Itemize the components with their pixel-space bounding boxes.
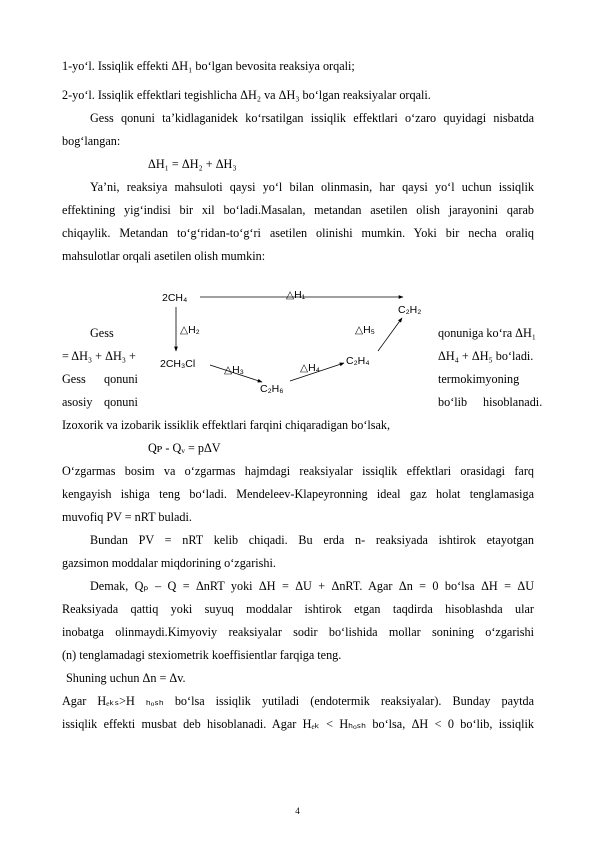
wrapped-left-3a: Gess	[62, 372, 86, 386]
text-line-relation: bogʻlangan:	[62, 134, 121, 148]
wrapped-right-3: termokimyoning	[438, 372, 520, 386]
text-line-hess-intro: Gess qonuni taʼkidlaganidek koʻrsatilgan issiqlik effektlari oʻzaro quyidagi nisbatda	[90, 111, 534, 125]
wrapped-right-1: qonuniga koʻra ΔH₁	[438, 326, 537, 340]
label-c2h6: C₂H₆	[260, 383, 284, 395]
label-dh5: △H₅	[355, 324, 375, 336]
wrapped-left-3b: qonuni	[104, 372, 138, 386]
wrapped-right-4a: boʻlib	[438, 395, 468, 409]
wrapped-left-4a: asosiy	[62, 395, 93, 409]
label-2ch4: 2CH₄	[162, 292, 188, 304]
label-dh4: △H₄	[300, 362, 320, 374]
arrow-c2h4-to-c2h2	[378, 318, 402, 351]
label-dh1: △H₁	[286, 289, 306, 301]
reaction-scheme-diagram	[150, 285, 440, 400]
label-dh3: △H₃	[224, 364, 244, 376]
wrapped-right-2: ΔH₄ + ΔH₅ boʻladi.	[438, 349, 534, 363]
wrapped-left-4b: qonuni	[104, 395, 138, 409]
label-dh2: △H₂	[180, 324, 200, 336]
text-line-paragraph-13: Agar Hₑₖₛ>H ₕₒₛₕ boʻlsa issiqlik yutiladi (endotermik reaksiyalar). Bunday paytda	[62, 694, 534, 708]
text-line-paragraph-7: muvofiq PV = nRT buladi.	[62, 510, 192, 524]
text-line-demak: Demak, Qₚ – Q = ΔnRT yoki ΔH = ΔU + ΔnRT. Agar Δn = 0 boʻlsa ΔH = ΔU	[90, 579, 534, 593]
text-line-paragraph-14: issiqlik effekti musbat deb hisoblanadi. Agar Hₑₖ < Hₕₒₛₕ boʻlsa, ΔH < 0 boʻlib, issiqlik	[62, 717, 534, 731]
text-line-paragraph-8: Bundan PV = nRT kelib chiqadi. Bu erda n- reaksiyada ishtirok etayotgan	[90, 533, 534, 547]
label-c2h4: C₂H₄	[346, 355, 370, 367]
text-line-path-2: 2-yoʻl. Issiqlik effektlari tegishlicha ΔH₂ va ΔH₃ boʻlgan reaksiyalar orqali.	[62, 88, 431, 102]
wrapped-right-4b: hisoblanadi.	[483, 395, 543, 409]
wrapped-left-2: = ΔH₃ + ΔH₃ +	[62, 349, 136, 363]
text-line-paragraph-6: kengayish ishiga teng boʻladi. Mendeleev-Klapeyronning ideal gaz holat tenglamasiga	[62, 487, 534, 501]
equation-hess: ΔH₁ = ΔH₂ + ΔH₃	[148, 157, 237, 171]
label-c2h2: C₂H₂	[398, 304, 422, 316]
text-line-paragraph-5: Oʻzgarmas bosim va oʻzgarmas hajmdagi reaksiyalar issiqlik effektlari orasidagi farq	[62, 464, 534, 478]
text-line-delta-n: Shuning uchun Δn = Δv.	[66, 671, 186, 685]
label-2ch3cl: 2CH₃Cl	[160, 358, 196, 370]
text-line-paragraph-1: Yaʼni, reaksiya mahsuloti qaysi yoʻl bilan olinmasin, har qaysi yoʻl uchun issiqlik	[90, 180, 534, 194]
text-line-isochoric: Izoxorik va izobarik issiklik effektlari farqini chiqaradigan boʻlsak,	[62, 418, 391, 432]
text-line-paragraph-12: (n) tenglamadagi stexiometrik koeffisientlar farqiga teng.	[62, 648, 342, 662]
equation-qp-qv: Qᴘ - Qᵥ = pΔV	[148, 441, 221, 455]
text-line-paragraph-2: effektining yigʻindisi bir xil boʻladi.Masalan, metandan asetilen olish jarayonini qarab	[62, 203, 534, 217]
text-line-paragraph-4: mahsulotlar orqali asetilen olish mumkin:	[62, 249, 266, 263]
text-line-paragraph-11: inobatga olinmaydi.Kimyoviy reaksiyalar sodir boʻlishida mollar sonining oʻzgarishi	[62, 625, 534, 639]
text-line-paragraph-9: gazsimon moddalar miqdorining oʻzgarishi.	[62, 556, 276, 570]
page-number: 4	[295, 806, 300, 816]
text-line-paragraph-10: Reaksiyada qattiq yoki suyuq moddalar ishtirok etgan taqdirda hisoblashda ular	[62, 602, 534, 616]
wrapped-left-1: Gess	[90, 326, 114, 340]
text-line-paragraph-3: chiqaylik. Metandan toʻgʻridan-toʻgʻri asetilen olinishi mumkin. Yoki bir necha oraliq	[62, 226, 534, 240]
text-line-path-1: 1-yoʻl. Issiqlik effekti ΔH₁ boʻlgan bevosita reaksiya orqali;	[62, 59, 355, 73]
